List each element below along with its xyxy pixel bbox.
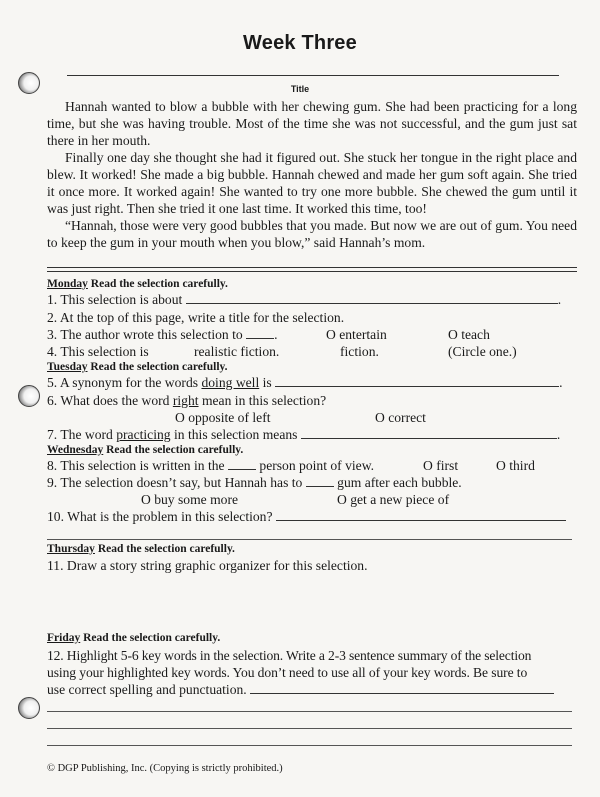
friday-instruction: Read the selection carefully. bbox=[83, 632, 221, 644]
q6-option-correct[interactable]: O correct bbox=[375, 410, 426, 425]
question-5 bbox=[47, 374, 563, 391]
q3-option-entertain[interactable]: O entertain bbox=[326, 327, 387, 342]
q5-term: doing well bbox=[201, 375, 260, 390]
monday-label: Monday bbox=[47, 278, 88, 290]
binder-hole-middle bbox=[18, 385, 40, 407]
thursday-label: Thursday bbox=[47, 543, 95, 555]
q11-drawing-area[interactable] bbox=[47, 576, 572, 626]
q12-text-end: use correct spelling and punctuation. bbox=[47, 682, 247, 697]
q9-option-buy-some-more[interactable]: O buy some more bbox=[141, 492, 239, 507]
question-12-line-2: using your highlighted key words. You don’t need to use all of your key words. Be sure to bbox=[47, 665, 528, 680]
q10-answer-line-2[interactable] bbox=[47, 539, 572, 540]
q7-text-end: in this selection means bbox=[174, 427, 298, 442]
question-1 bbox=[47, 291, 561, 308]
q12-answer-line-1[interactable] bbox=[250, 682, 554, 694]
q4-option-realistic-fiction[interactable]: realistic fiction. bbox=[194, 344, 280, 359]
wednesday-label: Wednesday bbox=[47, 444, 104, 456]
friday-label: Friday bbox=[47, 632, 81, 644]
q7-text: 7. The word bbox=[47, 427, 113, 442]
q6-text: 6. What does the word bbox=[47, 393, 170, 408]
q3-answer-blank[interactable] bbox=[246, 327, 274, 339]
q9-text-end: gum after each bubble. bbox=[337, 475, 462, 490]
q5-period: . bbox=[559, 375, 563, 390]
question-4: 4. This selection is bbox=[47, 344, 149, 359]
q12-answer-line-2[interactable] bbox=[47, 711, 572, 712]
q7-term: practicing bbox=[116, 427, 171, 442]
question-12-line-3 bbox=[47, 681, 554, 698]
q6-text-end: mean in this selection? bbox=[201, 393, 327, 408]
q8-text-end: person point of view. bbox=[259, 458, 375, 473]
tuesday-instruction: Read the selection carefully. bbox=[90, 361, 228, 373]
title-write-line[interactable] bbox=[67, 75, 559, 76]
monday-instruction: Read the selection carefully. bbox=[90, 278, 228, 290]
q9-answer-blank[interactable] bbox=[306, 475, 334, 487]
reading-passage bbox=[47, 98, 577, 251]
q3-period: . bbox=[274, 327, 278, 342]
q10-answer-line-1[interactable] bbox=[276, 509, 566, 521]
q4-option-fiction[interactable]: fiction. bbox=[340, 344, 379, 359]
copyright-footer: © DGP Publishing, Inc. (Copying is strictly prohibited.) bbox=[47, 763, 283, 774]
story-paragraph-2: Finally one day she thought she had it figured out. She stuck her tongue in the right place and blew. It worked! She made a big bubble. Hannah chewed and made her gum soft again. She tried it once more. It worked again! She wanted to try one more bubble. She chewed the gum until it was just right. Then she tried it one last time. It worked this time, too! bbox=[47, 150, 577, 216]
question-12-line-1: 12. Highlight 5-6 key words in the selection. Write a 2-3 sentence summary of the selection bbox=[47, 648, 532, 663]
section-divider bbox=[47, 267, 577, 272]
q8-option-first[interactable]: O first bbox=[423, 458, 459, 473]
q7-period: . bbox=[556, 427, 561, 442]
thursday-instruction: Read the selection carefully. bbox=[97, 543, 235, 555]
q8-answer-blank[interactable] bbox=[228, 458, 256, 470]
q9-option-get-a-new-piece[interactable]: O get a new piece of bbox=[337, 492, 450, 507]
story-paragraph-1: Hannah wanted to blow a bubble with her chewing gum. She had been practicing for a long time, but she was having trouble. Most of the time she was not successful, and the gum just sat there in her mouth. bbox=[47, 99, 577, 148]
wednesday-instruction: Read the selection carefully. bbox=[106, 444, 244, 456]
friday-heading bbox=[47, 630, 220, 647]
q12-answer-line-4[interactable] bbox=[47, 745, 572, 746]
title-label: Title bbox=[290, 84, 310, 94]
page-heading: Week Three bbox=[243, 32, 357, 54]
q6-option-opposite-of-left[interactable]: O opposite of left bbox=[175, 410, 271, 425]
thursday-heading bbox=[47, 541, 235, 558]
q1-text: 1. This selection is about bbox=[47, 292, 183, 307]
q4-instruction: (Circle one.) bbox=[448, 344, 517, 359]
binder-hole-bottom bbox=[18, 697, 40, 719]
question-8 bbox=[47, 457, 374, 474]
q6-term: right bbox=[172, 393, 199, 408]
q8-option-third[interactable]: O third bbox=[496, 458, 535, 473]
q1-period: . bbox=[557, 292, 562, 307]
question-2: 2. At the top of this page, write a title for the selection. bbox=[47, 310, 345, 325]
q5-text-end: is bbox=[262, 375, 272, 390]
tuesday-label: Tuesday bbox=[47, 361, 88, 373]
question-11: 11. Draw a story string graphic organizer for this selection. bbox=[47, 558, 368, 573]
q3-text: 3. The author wrote this selection to bbox=[47, 327, 243, 342]
question-10 bbox=[47, 508, 566, 525]
q8-text: 8. This selection is written in the bbox=[47, 458, 225, 473]
q9-text: 9. The selection doesn’t say, but Hannah has to bbox=[47, 475, 303, 490]
q12-answer-line-3[interactable] bbox=[47, 728, 572, 729]
q1-answer-line[interactable] bbox=[186, 292, 558, 304]
question-6 bbox=[47, 392, 326, 409]
story-paragraph-3: “Hannah, those were very good bubbles that you made. But now we are out of gum. You need to keep the gum in your mouth when you blow,” said Hannah’s mom. bbox=[47, 218, 577, 250]
q10-text: 10. What is the problem in this selection? bbox=[47, 509, 273, 524]
q7-answer-line[interactable] bbox=[301, 427, 557, 439]
question-9 bbox=[47, 474, 462, 491]
q5-answer-line[interactable] bbox=[275, 375, 559, 387]
q5-text: 5. A synonym for the words bbox=[47, 375, 199, 390]
q3-option-teach[interactable]: O teach bbox=[448, 327, 490, 342]
question-7 bbox=[47, 426, 560, 443]
question-3 bbox=[47, 326, 278, 343]
